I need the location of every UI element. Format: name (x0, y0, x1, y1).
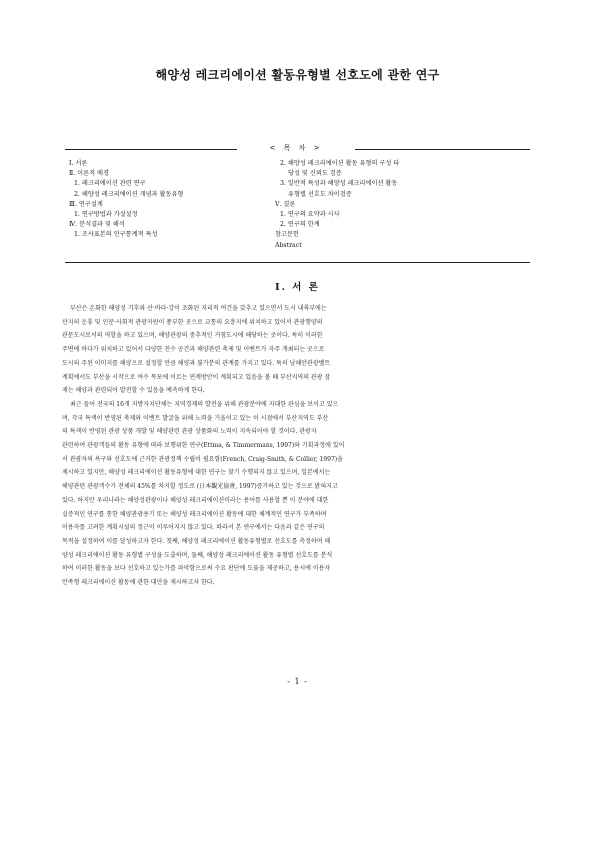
toc-item: Ⅲ. 연구설계 (69, 200, 103, 208)
toc-item: 1. 조사표본의 인구통계적 특성 (74, 231, 158, 239)
toc-item: 1. 레크리에이션 관련 연구 (74, 180, 146, 188)
body-line: 관문도시로서의 역할을 하고 있으며, 해양관광의 중추적인 거점도시에 해당하는 곳이다. 특히 이러한 (62, 332, 323, 340)
body-line: 부산은 온화한 해양성 기후와 산·바다·강이 조화된 지리적 여건을 갖추고 있으면서 도시 내륙부에는 (70, 305, 327, 312)
table-of-contents (65, 143, 530, 263)
section-heading: Ⅰ. 서 론 (275, 282, 320, 293)
toc-item: Ⅳ. 분석결과 및 해석 (69, 221, 125, 229)
body-line: 계획에서도 부산을 시작으로 여수 목포에 이르는 연계방안이 계획되고 있음을 볼 때 부산지역의 관광 잠 (62, 373, 331, 381)
toc-item: 참고문헌 (275, 231, 299, 239)
toc-right-column (275, 159, 530, 251)
body-line: 주변에 바다가 위치하고 있어서 다양한 친수 공간과 해양관련 축제 및 이벤트가 자주 개최되는 곳으로 (62, 346, 325, 354)
body-line: 실증적인 연구를 통한 해양관광용기 또는 해양성 레크리에이션 활동에 대한 체계적인 연구가 부족하며 (62, 510, 327, 518)
body-line: 목적을 설정하여 이를 달성하고자 한다. 첫째, 해양성 레크리에이션 활동유형별로 선호도를 측정하여 해 (62, 537, 331, 545)
toc-item: 유형별 선호도 차이검증 (288, 190, 352, 198)
body-line: 서 관광자의 욕구와 선호도에 근거한 관광정책 수립이 필요함(French, Craig-Smith, & Collier, 1997)을 (62, 455, 343, 463)
toc-item: Ⅱ. 이론적 배경 (69, 170, 109, 178)
body-line: 재는 해양과 관련되어 발전할 수 있음을 예측하게 한다. (62, 387, 205, 395)
toc-rule-right (355, 149, 530, 150)
toc-item: 1. 연구의 요약과 시사 (280, 211, 340, 219)
body-line: 있다. 하지만 우리나라는 해양성관광이나 해양성 레크리에이션이라는 용어를 사용할 뿐 이 분야에 대한 (62, 496, 329, 504)
page-title: 해양성 레크리에이션 활동유형별 선호도에 관한 연구 (155, 68, 440, 82)
toc-rule-left (65, 149, 237, 150)
toc-heading: < 목 차 > (269, 144, 323, 152)
body-line: 최근 들어 전국의 16개 지방자치단체는 지역경제의 발전을 위해 관광분야에 지대한 관심을 보이고 있으 (70, 400, 339, 408)
body-line: 산지의 운휴 및 인문·사회적 관광자원이 풍부한 곳으로 교통의 요충지에 위치하고 있어서 관광행양의 (62, 318, 323, 326)
body-line: 만족형 레크리에이션 활동에 관한 대안을 제시하고자 한다. (62, 579, 215, 587)
toc-item: 2. 연구의 한계 (280, 221, 320, 229)
toc-item: Abstract (275, 241, 302, 249)
body-line: 이용자를 고려한 계획시설의 정근이 이루어지지 않고 있다. 따라서 본 연구에서는 다음과 같은 연구의 (62, 524, 325, 532)
toc-item: 3. 일반적 특성과 해양성 레크리에이션 활동 (280, 180, 398, 188)
body-line: 하여 이러한 활동을 보다 선호하고 있는가를 파악함으로써 수요 판단에 도움을 제공하고, 용시에 이용자 (62, 565, 331, 573)
toc-item: Ⅰ. 서론 (69, 160, 88, 167)
toc-item: 1. 연구방법과 가설설정 (74, 211, 138, 219)
toc-item: 2. 해양성 레크리에이션 활동 유형의 구성 타 (280, 160, 400, 167)
body-line: 해양관련 관광객수가 전체의 45%를 차지할 정도로 (日本觀光協會, 1997)증가하고 있는 것으로 밝혀지고 (62, 483, 338, 491)
body-line: 의 특색이 반영된 관광 상품 개발 및 해양관련 관광 상품화의 노력이 지속되어야 할 것이다. 관광자 (62, 428, 317, 436)
body-line: 며, 각국 특색이 반영된 축제와 이벤트 발굴을 위해 노력을 기울이고 있는 이 시점에서 부산지역도 부산 (62, 414, 329, 422)
toc-item: 2. 해양성 레크리에이션 개념과 활동유형 (74, 190, 184, 198)
toc-item: Ⅴ. 결론 (275, 200, 296, 208)
body-text (62, 302, 540, 590)
toc-left-column (69, 159, 269, 241)
toc-rule-bottom (65, 262, 530, 263)
body-line: 관련하여 관광객들의 활동 유형에 따라 보행위한 연구(Ettma, & Timmermans, 1997)와 기획과정에 있어 (62, 442, 345, 450)
page-number: - 1 - (287, 677, 308, 686)
body-line: 양성 레크리에이션 활동 유형별 구성을 도출하며, 둘째, 해양성 레크리에이션 활동 유형별 선호도를 분석 (62, 551, 333, 559)
body-line: 제시하고 있지만, 해양성 레크리에이션 활동유형에 대한 연구는 찾기 수행되지 않고 있으며, 일본에서는 (62, 469, 331, 477)
body-line: 도시의 주된 이미지를 해양으로 설정할 만큼 해양과 불가분의 관계를 가지고 있다. 특히 남해안관광벨트 (62, 359, 331, 367)
toc-item: 당성 및 신뢰도 검증 (288, 170, 342, 178)
